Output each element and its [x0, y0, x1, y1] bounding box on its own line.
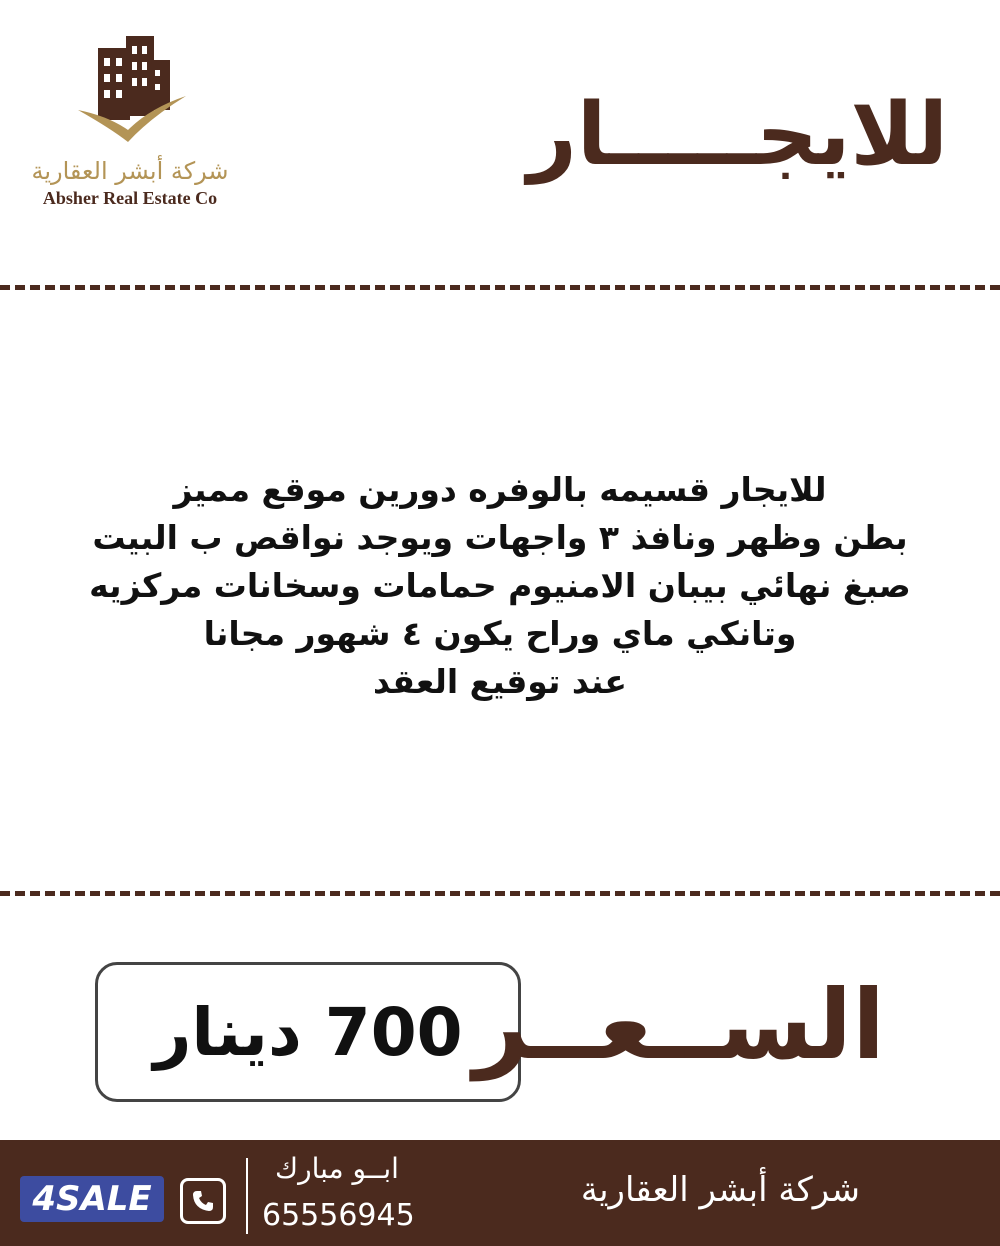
footer-separator: [246, 1158, 248, 1234]
price-label: الســعــر: [473, 969, 885, 1081]
logo-english-name: Absher Real Estate Co: [42, 188, 218, 208]
contact-phone-number[interactable]: 65556945: [262, 1198, 415, 1233]
company-logo: [14, 30, 246, 230]
logo-arabic-name: شركة أبشر العقارية: [31, 157, 229, 185]
4sale-badge[interactable]: 4SALE: [20, 1176, 164, 1222]
price-value: 700 دينار: [153, 993, 463, 1071]
description-line: وتانكي ماي وراح يكون ٤ شهور مجانا: [203, 614, 797, 653]
description-line: للايجار قسيمه بالوفره دورين موقع مميز: [173, 470, 827, 509]
phone-icon[interactable]: [180, 1178, 226, 1224]
divider-top: [0, 285, 1000, 290]
description-line: عند توقيع العقد: [373, 662, 627, 701]
listing-description: [10, 466, 990, 706]
page-title: للايجـــــار: [527, 85, 948, 185]
description-line: صبغ نهائي بيبان الامنيوم حمامات وسخانات مركزيه: [89, 566, 911, 605]
buildings-checkmark-icon: [70, 30, 190, 150]
footer-bar: [0, 1140, 1000, 1246]
description-line: بطن وظهر ونافذ ٣ واجهات ويوجد نواقص ب البيت: [92, 518, 908, 557]
contact-name: ابــو مبارك: [275, 1152, 399, 1185]
price-value-box: [95, 962, 521, 1102]
footer-company-name: شركة أبشر العقارية: [580, 1170, 860, 1210]
divider-bottom: [0, 891, 1000, 896]
